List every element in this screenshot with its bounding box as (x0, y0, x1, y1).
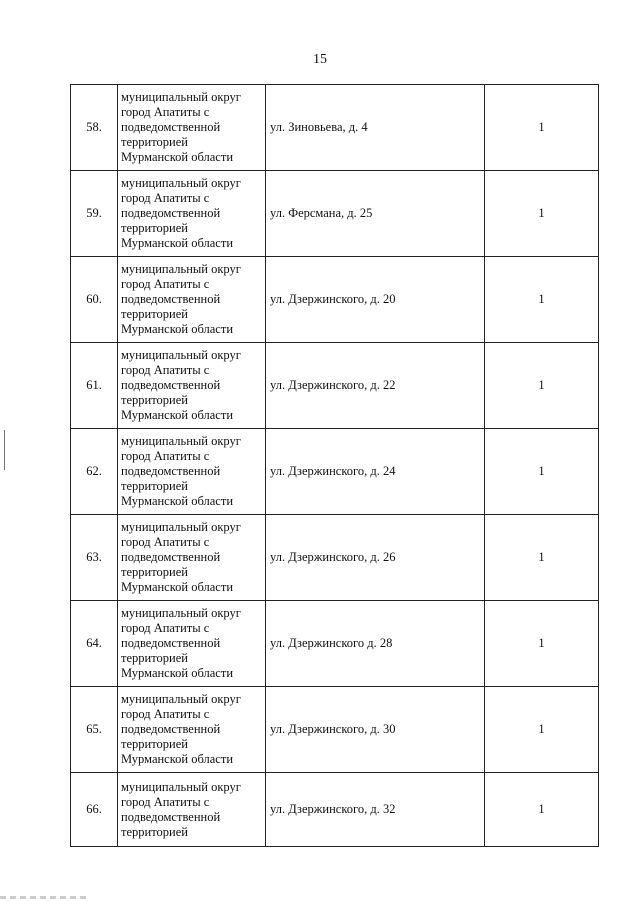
count-cell: 1 (485, 429, 599, 515)
municipality-line: город Апатиты с (121, 363, 210, 377)
table-row (71, 257, 599, 343)
row-number: 61. (71, 343, 118, 429)
municipality-line: подведомственной (121, 206, 221, 220)
table-body (71, 85, 599, 847)
count-cell: 1 (485, 601, 599, 687)
address-cell: ул. Дзержинского, д. 32 (266, 773, 485, 847)
count-cell: 1 (485, 687, 599, 773)
municipality-line: территорией (121, 307, 188, 321)
table-row (71, 773, 599, 847)
row-number: 58. (71, 85, 118, 171)
table-row (71, 687, 599, 773)
address-cell: ул. Дзержинского д. 28 (266, 601, 485, 687)
municipality-line: подведомственной (121, 120, 221, 134)
count-cell: 1 (485, 257, 599, 343)
municipality-line: город Апатиты с (121, 535, 210, 549)
municipality-line: территорией (121, 393, 188, 407)
address-cell: ул. Дзержинского, д. 26 (266, 515, 485, 601)
municipality-line: подведомственной (121, 809, 221, 824)
municipality-line: территорией (121, 135, 188, 149)
address-cell: ул. Дзержинского, д. 30 (266, 687, 485, 773)
address-cell: ул. Дзержинского, д. 20 (266, 257, 485, 343)
municipality-line: территорией (121, 824, 188, 839)
municipality-line: муниципальный округ (121, 692, 241, 706)
municipality-line: подведомственной (121, 292, 221, 306)
municipality-line: город Апатиты с (121, 707, 210, 721)
municipality-cell (118, 773, 266, 847)
municipality-line: муниципальный округ (121, 520, 241, 534)
count-cell: 1 (485, 343, 599, 429)
municipality-line: подведомственной (121, 550, 221, 564)
municipality-line: город Апатиты с (121, 794, 210, 809)
municipality-line: муниципальный округ (121, 779, 241, 794)
municipality-line: Мурманской области (121, 666, 234, 680)
municipality-line: муниципальный округ (121, 90, 241, 104)
municipality-line: подведомственной (121, 636, 221, 650)
table-row (71, 429, 599, 515)
municipality-cell (118, 601, 266, 687)
municipality-line: муниципальный округ (121, 176, 241, 190)
municipality-line: муниципальный округ (121, 262, 241, 276)
municipality-line: город Апатиты с (121, 191, 210, 205)
row-number: 60. (71, 257, 118, 343)
table-row (71, 171, 599, 257)
table-row (71, 601, 599, 687)
table-row (71, 85, 599, 171)
municipality-line: Мурманской области (121, 494, 234, 508)
row-number: 65. (71, 687, 118, 773)
scan-margin-mark (4, 430, 5, 470)
municipality-line: Мурманской области (121, 752, 234, 766)
municipality-line: подведомственной (121, 378, 221, 392)
municipality-line: территорией (121, 565, 188, 579)
municipality-line: подведомственной (121, 464, 221, 478)
municipality-line: город Апатиты с (121, 621, 210, 635)
address-cell: ул. Зиновьева, д. 4 (266, 85, 485, 171)
municipality-line: Мурманской области (121, 580, 234, 594)
count-cell: 1 (485, 773, 599, 847)
address-cell: ул. Дзержинского, д. 24 (266, 429, 485, 515)
address-cell: ул. Ферсмана, д. 25 (266, 171, 485, 257)
row-number: 59. (71, 171, 118, 257)
municipality-cell (118, 85, 266, 171)
row-number: 63. (71, 515, 118, 601)
municipality-line: территорией (121, 221, 188, 235)
municipality-line: Мурманской области (121, 236, 234, 250)
address-table (70, 84, 599, 847)
municipality-line: город Апатиты с (121, 105, 210, 119)
municipality-line: территорией (121, 651, 188, 665)
row-number: 64. (71, 601, 118, 687)
municipality-line: муниципальный округ (121, 348, 241, 362)
count-cell: 1 (485, 171, 599, 257)
table-row (71, 343, 599, 429)
municipality-line: муниципальный округ (121, 434, 241, 448)
address-cell: ул. Дзержинского, д. 22 (266, 343, 485, 429)
municipality-line: территорией (121, 737, 188, 751)
municipality-line: Мурманской области (121, 322, 234, 336)
count-cell: 1 (485, 85, 599, 171)
municipality-line: город Апатиты с (121, 449, 210, 463)
page-number: 15 (313, 52, 327, 67)
municipality-cell (118, 257, 266, 343)
municipality-line: территорией (121, 479, 188, 493)
municipality-cell (118, 429, 266, 515)
municipality-cell (118, 171, 266, 257)
municipality-cell (118, 687, 266, 773)
row-number: 62. (71, 429, 118, 515)
municipality-line: Мурманской области (121, 408, 234, 422)
row-number: 66. (71, 773, 118, 847)
municipality-line: город Апатиты с (121, 277, 210, 291)
municipality-cell (118, 515, 266, 601)
municipality-line: Мурманской области (121, 150, 234, 164)
municipality-cell (118, 343, 266, 429)
scan-bottom-smudge (0, 896, 90, 899)
count-cell: 1 (485, 515, 599, 601)
municipality-line: подведомственной (121, 722, 221, 736)
municipality-line: муниципальный округ (121, 606, 241, 620)
table-row (71, 515, 599, 601)
